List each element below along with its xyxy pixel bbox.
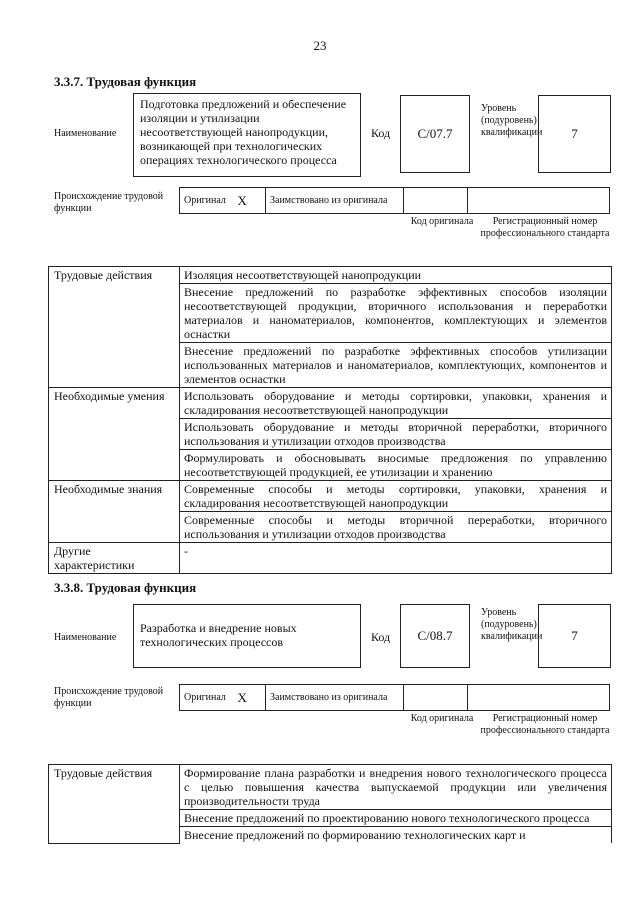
row-value: Внесение предложений по формированию технологических карт и bbox=[180, 827, 612, 844]
row-label: Другие характеристики bbox=[49, 543, 180, 574]
qualification-level: 7 bbox=[538, 604, 611, 668]
row-value: Внесение предложений по разработке эффективных способов утилизации использованных материалов и наноматериалов, комплектующих, компонентов и элементов оснастки bbox=[180, 343, 612, 388]
row-label: Необходимые знания bbox=[49, 481, 180, 543]
code-label: Код bbox=[371, 630, 391, 644]
row-value: Изоляция несоответствующей нанопродукции bbox=[180, 267, 612, 284]
row-label: Трудовые действия bbox=[49, 765, 180, 844]
reg-number-caption: Регистрационный номер профессионального стандарта bbox=[480, 216, 610, 239]
original-code-cell bbox=[404, 685, 468, 711]
table-row bbox=[49, 267, 612, 284]
row-value: Использовать оборудование и методы сортировки, упаковки, хранения и складирования несоответствующей нанопродукции bbox=[180, 388, 612, 419]
level-label: Уровень (подуровень) квалификации bbox=[481, 607, 543, 642]
original-label: Оригинал bbox=[180, 685, 234, 711]
table-row bbox=[49, 481, 612, 512]
function-name-box bbox=[133, 604, 361, 668]
original-code-cell bbox=[404, 188, 468, 214]
qualification-level: 7 bbox=[538, 95, 611, 173]
row-value: - bbox=[180, 543, 612, 574]
table-row bbox=[49, 543, 612, 574]
borrowed-label: Заимствовано из оригинала bbox=[266, 188, 404, 214]
function-name: Подготовка предложений и обеспечение изоляции и утилизации несоответствующей нанопродукции, возникающей при технологических операциях технологического процесса bbox=[140, 97, 347, 167]
details-table-337 bbox=[48, 266, 612, 574]
origin-table bbox=[179, 187, 610, 214]
row-value: Формирование плана разработки и внедрения нового технологического процесса с целью повышения качества выпускаемой продукции или увеличения производительности труда bbox=[180, 765, 612, 810]
original-mark: X bbox=[234, 188, 266, 214]
reg-number-cell bbox=[468, 685, 610, 711]
code-original-caption: Код оригинала bbox=[410, 713, 474, 724]
row-value: Использовать оборудование и методы вторичной переработки, вторичного использования и утилизации отходов производства bbox=[180, 419, 612, 450]
reg-number-cell bbox=[468, 188, 610, 214]
section-title-338: 3.3.8. Трудовая функция bbox=[54, 580, 197, 595]
row-value: Современные способы и методы сортировки, упаковки, хранения и складирования несоответствующей нанопродукции bbox=[180, 481, 612, 512]
function-name-box bbox=[133, 93, 361, 177]
original-label: Оригинал bbox=[180, 188, 234, 214]
code-label: Код bbox=[371, 126, 391, 140]
table-row bbox=[49, 388, 612, 419]
function-code: C/07.7 bbox=[400, 95, 470, 173]
function-name: Разработка и внедрение новых технологических процессов bbox=[140, 621, 297, 649]
row-label: Трудовые действия bbox=[49, 267, 180, 388]
code-original-caption: Код оригинала bbox=[410, 216, 474, 227]
reg-number-caption: Регистрационный номер профессионального стандарта bbox=[480, 713, 610, 736]
row-label: Необходимые умения bbox=[49, 388, 180, 481]
row-value: Внесение предложений по разработке эффективных способов изоляции несоответствующей продукции, вторичного использования и переработки материалов и наноматериалов, компонентов, комплектующих и элементов оснастки bbox=[180, 284, 612, 343]
table-row bbox=[49, 765, 612, 810]
function-code: C/08.7 bbox=[400, 604, 470, 668]
original-mark: X bbox=[234, 685, 266, 711]
details-table-338 bbox=[48, 764, 612, 844]
page-number: 23 bbox=[313, 38, 327, 53]
level-label: Уровень (подуровень) квалификации bbox=[481, 103, 543, 138]
borrowed-label: Заимствовано из оригинала bbox=[266, 685, 404, 711]
origin-label: Происхождение трудовой функции bbox=[54, 686, 164, 709]
row-value: Внесение предложений по проектированию нового технологического процесса bbox=[180, 810, 612, 827]
row-value: Формулировать и обосновывать вносимые предложения по управлению несоответствующей продукцией, ее утилизации и хранению bbox=[180, 450, 612, 481]
name-label: Наименование bbox=[54, 128, 117, 139]
name-label: Наименование bbox=[54, 632, 117, 643]
origin-label: Происхождение трудовой функции bbox=[54, 191, 164, 214]
origin-table bbox=[179, 684, 610, 711]
row-value: Современные способы и методы вторичной переработки, вторичного использования и утилизации отходов производства bbox=[180, 512, 612, 543]
section-title-337: 3.3.7. Трудовая функция bbox=[54, 74, 197, 89]
